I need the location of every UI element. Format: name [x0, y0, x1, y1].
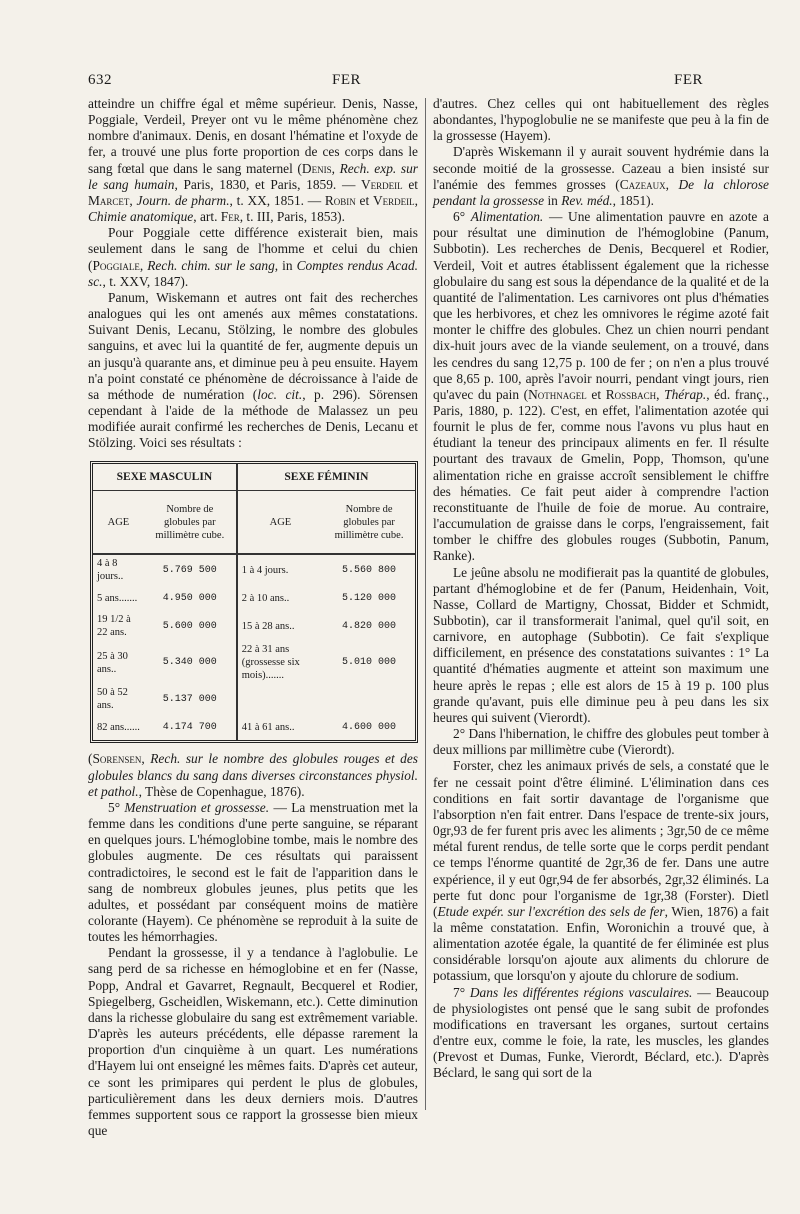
paragraph	[433, 209, 769, 564]
italic-text: Rev. méd.	[561, 192, 613, 208]
text-run: , Wien, 1876) a fait la même constatation. Enfin, Woronichin a trouvé que, à alimentation azotée égale, la quantité de fer éliminée est plus considérable lorsqu'on ajoute aux aliments du chlorure de potassium, que lorsqu'on y ajoute du chlorure de sodium.	[433, 903, 769, 984]
italic-text: Alimentation.	[470, 209, 544, 225]
table-row	[93, 714, 415, 740]
text-run: D'après Wiskemann il y aurait souvent hydrémie dans la seconde moitié de la grossesse. Cazeau a bien insisté sur l'anémie des femmes grosses (	[433, 144, 769, 192]
author-name: Verdeil	[361, 176, 403, 192]
male-age-cell: 50 à 52 ans.	[97, 687, 128, 712]
text-run: Pour Poggiale cette différence existerait bien, mais seulement dans le sang de l'homme et celui du chien (	[88, 225, 418, 273]
text-run: Panum, Wiskemann et autres ont fait des recherches analogues qui les ont amenés aux mêmes constatations. Suivant Denis, Lecanu, Stölzing, le nombre des globules sanguins, et avec lui la quantité de fer, augmente depuis un an jusqu'à quarante ans, et diminue peu à peu ensuite. Hayem n'a point constaté ce phénomène de décroissance à l'aide de sa méthode de numération (	[88, 289, 418, 402]
male-age-cell: 19 1/2 à 22 ans.	[97, 614, 131, 639]
text-run: , in	[274, 257, 297, 273]
table-row	[93, 684, 415, 714]
text-run: , t. XX, 1851. —	[229, 192, 325, 208]
italic-text: Thérap.	[664, 386, 707, 402]
italic-text: Etude expér. sur l'excrétion des sels de fer	[437, 903, 665, 919]
column-divider	[425, 98, 426, 1110]
left-column	[88, 96, 418, 1139]
author-name: Cazeaux	[619, 176, 666, 192]
text-run: in	[544, 192, 562, 208]
count-column-header: Nombre de globules par millimètre cube.	[323, 491, 415, 555]
paragraph	[433, 726, 769, 758]
female-count-cell: 5.010 000	[342, 657, 397, 669]
female-age-cell: 41 à 61 ans..	[241, 721, 295, 733]
text-run: 6°	[453, 209, 471, 225]
female-header: SEXE FÉMININ	[237, 464, 415, 491]
text-run: (	[88, 751, 93, 767]
paragraph	[433, 144, 769, 209]
text-run: , Paris, 1830, et Paris, 1859. —	[174, 176, 361, 192]
female-count-cell	[323, 684, 415, 714]
italic-text: Dans les différentes régions vasculaires.	[469, 984, 693, 1000]
author-name: Poggiale	[92, 257, 140, 273]
paragraph	[88, 290, 418, 452]
author-name: Sorensen	[92, 751, 142, 767]
male-age-cell: 5 ans.......	[97, 592, 138, 604]
italic-text: Comptes rendus Acad. sc.	[88, 257, 418, 289]
text-run: Pendant la grossesse, il y a tendance à l'aglobulie. Le sang perd de sa richesse en hémoglobine et en fer (Nasse, Popp, Andral et Gavarret, Regnault, Becquerel et Rodier, Spiegelberg, Gscheidlen, Wiskemann, etc.). Cette diminution dans la richesse globulaire du sang est extrêmement variable. D'après les auteurs précédents, elle dépasse rarement la proportion d'un cinquième à un quart. Les numérations d'Hayem lui ont enseigné les mêmes faits. D'après cet auteur, ce sont les primipares qui perdent le plus de globules, particulièrement dans les deux derniers mois. D'autres femmes supportent sous ce rapport la grossesse bien mieux que	[88, 945, 418, 1139]
text-run: ,	[139, 257, 148, 273]
male-age-cell: 82 ans......	[97, 721, 140, 733]
male-count-cell: 5.340 000	[144, 641, 237, 684]
paragraph	[433, 985, 769, 1082]
paragraph	[88, 225, 418, 290]
text-run: , éd. franç., Paris, 1880, p. 122). C'est, en effet, l'alimentation azotée qui fournit le plus de fer, comme nous l'avons vu plus haut en étudiant la teneur des principaux aliments en fer. Il résulte pourtant des travaux de Gmelin, Popp, Thomson, qu'une alimentation riche en graisse accroît sensiblement le chiffre des hématies. Ce fait peut aider à comprendre l'action reconstituante de l'huile de foie de morue. Au contraire, l'accumulation de graisse dans le corps, l'engraissement, fait tomber le chiffre des globules rouges (Subbotin, Panum, Ranke).	[433, 386, 769, 564]
male-count-cell: 4.174 700	[144, 714, 237, 740]
page-number: 632	[88, 72, 112, 88]
text-run: Forster, chez les animaux privés de sels, a constaté que le fer ne cessait point d'être éliminé. L'élimination dans ces conditions en fait sortir davantage de l'organisme que l'absorption n'en fait entrer. Dans l'espace de trente-six jours, 0gr,93 de fer furent pris avec les aliments ; 3gr,50 de ce même métal furent rendus, de telle sorte que le corps perdit pendant ce temps l'énorme quantité de 2gr,36 de fer. Dans une autre expérience, il y eut 0gr,94 de fer absorbés, 2gr,32 éliminés. La perte fut donc pour l'organisme de 1gr,38 (Forster). Dietl (	[433, 758, 769, 919]
female-age-cell: 15 à 28 ans..	[241, 620, 295, 632]
author-name: Rossbach	[605, 386, 657, 402]
text-run: , t. XXV, 1847).	[102, 273, 189, 289]
author-name: Robin	[324, 192, 356, 208]
paragraph	[88, 751, 418, 799]
male-count-cell: 5.137 000	[144, 684, 237, 714]
text-run: ,	[414, 192, 418, 208]
page-header	[88, 72, 768, 92]
female-age-cell	[237, 684, 323, 714]
male-count-cell: 4.950 000	[144, 585, 237, 611]
female-age-cell: 22 à 31 ans (grossesse six mois).......	[241, 644, 300, 682]
text-run: , 1851).	[612, 192, 654, 208]
italic-text: Rech. chim. sur le sang	[147, 257, 275, 273]
table-row	[93, 585, 415, 611]
table-row	[93, 611, 415, 641]
male-header: SEXE MASCULIN	[93, 464, 237, 491]
female-count-cell: 5.560 800	[342, 564, 397, 576]
table-row	[93, 554, 415, 585]
female-age-cell: 1 à 4 jours.	[241, 564, 289, 576]
text-run: — Beaucoup de physiologistes ont pensé que le sang subit de profondes modifications en traversant les organes, surtout certains d'entre eux, comme le foie, la rate, les muscles, les glandes (Prevost et Dumas, Funke, Vierordt, Béclard, etc.). D'après Béclard, le sang qui sort de la	[433, 984, 769, 1081]
text-run: ,	[656, 386, 665, 402]
text-run: ,	[129, 192, 137, 208]
text-run: et	[402, 176, 418, 192]
female-count-cell: 5.120 000	[342, 592, 397, 604]
text-run: et	[355, 192, 373, 208]
paragraph	[433, 565, 769, 727]
age-column-header: AGE	[93, 491, 144, 555]
male-count-cell: 5.600 000	[144, 611, 237, 641]
author-name: Marcet	[88, 192, 130, 208]
text-run: 5°	[108, 799, 125, 815]
text-run: , Thèse de Copenhague, 1876).	[138, 783, 305, 799]
count-column-header: Nombre de globules par millimètre cube.	[144, 491, 237, 555]
running-title-right: FER	[674, 72, 704, 88]
female-age-cell: 2 à 10 ans..	[241, 592, 290, 604]
italic-text: Menstruation et grossesse.	[124, 799, 270, 815]
author-name: Verdeil	[372, 192, 415, 208]
italic-text: Chimie anatomique	[88, 209, 194, 225]
right-column	[433, 96, 769, 1082]
table-row	[93, 641, 415, 684]
text-run: 7°	[453, 984, 470, 1000]
text-run: — La menstruation met la femme dans les conditions d'une perte sanguine, se réparant en quelques jours. L'hémoglobine tombe, mais le nombre des globules augmente. De ces résultats qui paraissent contradictoires, le second est le fait de l'apparition dans le sang de nombreux globules jeunes, plus petits que les adultes, et possédant par conséquent moins de matière colorante (Hayem). Ce phénomène se reproduit à la suite de toutes les hémorrhagies.	[88, 799, 418, 945]
male-count-cell: 5.769 500	[144, 554, 237, 585]
text-run: ,	[665, 176, 679, 192]
paragraph	[88, 800, 418, 945]
text-run: , art.	[193, 209, 221, 225]
text-run: ,	[141, 751, 151, 767]
paragraph	[433, 758, 769, 984]
text-run: ,	[331, 160, 340, 176]
text-run: , t. III, Paris, 1853).	[239, 209, 345, 225]
italic-text: Journ. de pharm.	[136, 192, 230, 208]
male-age-cell: 25 à 30 ans..	[97, 650, 128, 675]
italic-text: Rech. sur le nombre des globules rouges et des globules blancs du sang dans diverses circonstances physiol. et pathol.	[88, 751, 419, 799]
text-run: , p. 296). Sörensen cependant à l'aide de la méthode de Malassez un peu modifiée aurait confirmé les recherches de Denis, Lecanu et Stölzing. Voici ses résultats :	[88, 386, 418, 451]
italic-text: Rech. exp. sur le sang humain	[88, 160, 418, 192]
author-name: Fer	[220, 209, 240, 225]
paragraph	[88, 96, 418, 225]
female-count-cell: 4.820 000	[342, 620, 397, 632]
text-run: 2° Dans l'hibernation, le chiffre des globules peut tomber à deux millions par millimètre cube (Vierordt).	[433, 726, 769, 758]
paragraph	[433, 96, 769, 144]
age-column-header: AGE	[237, 491, 323, 555]
text-run: — Une alimentation pauvre en azote a pour résultat une diminution de l'hémoglobine (Panum, Subbotin). Les recherches de Denis, Becquerel et Rodier, Verdeil, Voit et autres établissent également que la richesse globulaire du sang est sous la dépendance de la qualité et de la quantité de l'alimentation. Les carnivores ont plus d'hématies que les herbivores, et chez les omnivores le régime azoté fait monter le chiffre des globules. Chez un chien nourri pendant dix-huit jours avec de la viande seulement, on a trouvé, dans les cendres du sang 12,75 p. 100 de fer ; on n'en a plus trouvé que 8,65 p. 100, après l'avoir nourri, pendant vingt jours, rien qu'avec du pain (	[433, 209, 770, 402]
text-run: d'autres. Chez celles qui ont habituellement des règles abondantes, l'hypoglobulie ne se manifeste que peu à la fin de la grossesse (Hayem).	[433, 96, 769, 144]
paragraph	[88, 945, 418, 1139]
author-name: Denis	[301, 160, 332, 176]
male-age-cell: 4 à 8 jours..	[97, 558, 124, 583]
italic-text: loc. cit.	[257, 386, 303, 402]
italic-text: De la chlorose pendant la grossesse	[433, 176, 769, 208]
running-title-left: FER	[332, 72, 362, 88]
author-name: Nothnagel	[528, 386, 587, 402]
female-count-cell: 4.600 000	[342, 721, 397, 733]
text-run: et	[586, 386, 606, 402]
text-run: Le jeûne absolu ne modifierait pas la quantité de globules, partant d'hémoglobine et de fer (Panum, Heidenhain, Voit, Nasse, Collard de Martigny, Chossat, Bidder et Schmidt, Subbotin), car il transformerait l'animal, quel qu'il soit, en carnivore, en autophage (Subbotin). Ce fait s'explique difficilement, en présence des constatations suivantes : 1° La quantité d'hématies augmente et atteint son maximum une heure après le repas ; elle est alors de 15 à 19 p. 100 plus grande qu'avant, puis elle diminue peu à peu dans les six heures qui suivent (Vierordt).	[433, 564, 769, 725]
text-run: atteindre un chiffre égal et même supérieur. Denis, Nasse, Poggiale, Verdeil, Preyer ont vu le même phénomène chez nombre d'animaux. Denis, en dosant l'hématine et l'oxyde de fer, a trouvé une plus forte proportion de ces corps dans le sang fœtal que dans le sang maternel (	[88, 96, 418, 176]
globule-count-table	[90, 461, 418, 743]
